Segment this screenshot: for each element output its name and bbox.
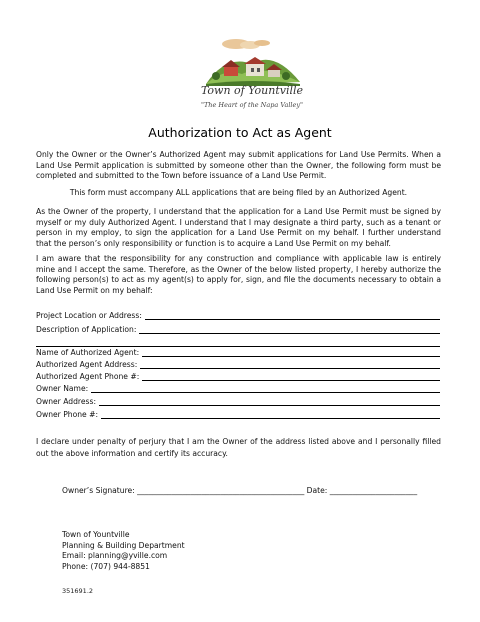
document-number: 351691.2 bbox=[62, 587, 94, 595]
project-location-label: Project Location or Address: bbox=[36, 311, 142, 320]
description-field[interactable] bbox=[36, 323, 440, 334]
owner-name-line[interactable] bbox=[91, 384, 440, 393]
owner-phone-label: Owner Phone #: bbox=[36, 410, 99, 419]
page-title: Authorization to Act as Agent bbox=[148, 125, 332, 140]
owner-address-field[interactable] bbox=[36, 395, 440, 406]
agent-phone-field[interactable] bbox=[36, 370, 440, 381]
agent-phone-label: Authorized Agent Phone #: bbox=[36, 372, 140, 381]
description-line[interactable] bbox=[139, 325, 440, 334]
address-town: Town of Yountville bbox=[62, 530, 130, 539]
owner-address-label: Owner Address: bbox=[36, 397, 97, 406]
owner-name-field[interactable] bbox=[36, 382, 440, 393]
agent-address-field[interactable] bbox=[36, 358, 440, 369]
description-label: Description of Application: bbox=[36, 325, 137, 334]
signature-date-line[interactable]: Owner’s Signature: ____________________________________________ Date: _______________________ bbox=[62, 486, 418, 495]
agent-address-label: Authorized Agent Address: bbox=[36, 360, 138, 369]
owner-phone-line[interactable] bbox=[101, 410, 440, 419]
intro-paragraph: Only the Owner or the Owner’s Authorized Agent may submit applications for Land Use Permits. When a Land Use Permit application is submitted by someone other than the Owner, the following form must be completed and submitted to the Town before issuance of a Land Use Permit. bbox=[36, 150, 441, 181]
owner-understanding-paragraph: As the Owner of the property, I understand that the application for a Land Use Permit must be signed by myself or my duly Authorized Agent. I understand that I may designate a third party, such as a tenant or person in my employ, to sign the application for a Land Use Permit on my behalf. I further understand that the person’s only responsibility or function is to acquire a Land Use Permit on my behalf. bbox=[36, 207, 441, 248]
project-location-field[interactable] bbox=[36, 309, 440, 320]
owner-name-label: Owner Name: bbox=[36, 384, 89, 393]
declaration-paragraph: I declare under penalty of perjury that I am the Owner of the address listed above and I personally filled out the above information and certify its accuracy. bbox=[36, 437, 441, 458]
address-block bbox=[62, 530, 185, 572]
logo-town-name: Town of Yountville bbox=[200, 84, 304, 97]
must-accompany-note: This form must accompany ALL applications that are being filed by an Authorized Agent. bbox=[69, 188, 408, 197]
agent-phone-line[interactable] bbox=[142, 372, 440, 381]
agent-name-field[interactable] bbox=[36, 346, 440, 357]
address-phone: Phone: (707) 944-8851 bbox=[62, 561, 150, 571]
agent-address-line[interactable] bbox=[140, 360, 440, 369]
project-location-line[interactable] bbox=[145, 311, 440, 320]
agent-name-label: Name of Authorized Agent: bbox=[36, 348, 140, 357]
address-department: Planning & Building Department bbox=[62, 540, 185, 550]
logo-tagline: "The Heart of the Napa Valley" bbox=[200, 101, 303, 109]
agent-name-line[interactable] bbox=[142, 348, 440, 357]
owner-address-line[interactable] bbox=[99, 397, 440, 406]
responsibility-paragraph: I am aware that the responsibility for any construction and compliance with applicable law is entirely mine and I accept the same. Therefore, as the Owner of the below listed property, I hereby authorize the following person(s) to act as my agent(s) to apply for, sign, and file the documents necessary to obtain a Land Use Permit on my behalf: bbox=[36, 254, 441, 295]
address-email[interactable]: Email: planning@yville.com bbox=[62, 551, 168, 560]
owner-phone-field[interactable] bbox=[36, 408, 440, 419]
